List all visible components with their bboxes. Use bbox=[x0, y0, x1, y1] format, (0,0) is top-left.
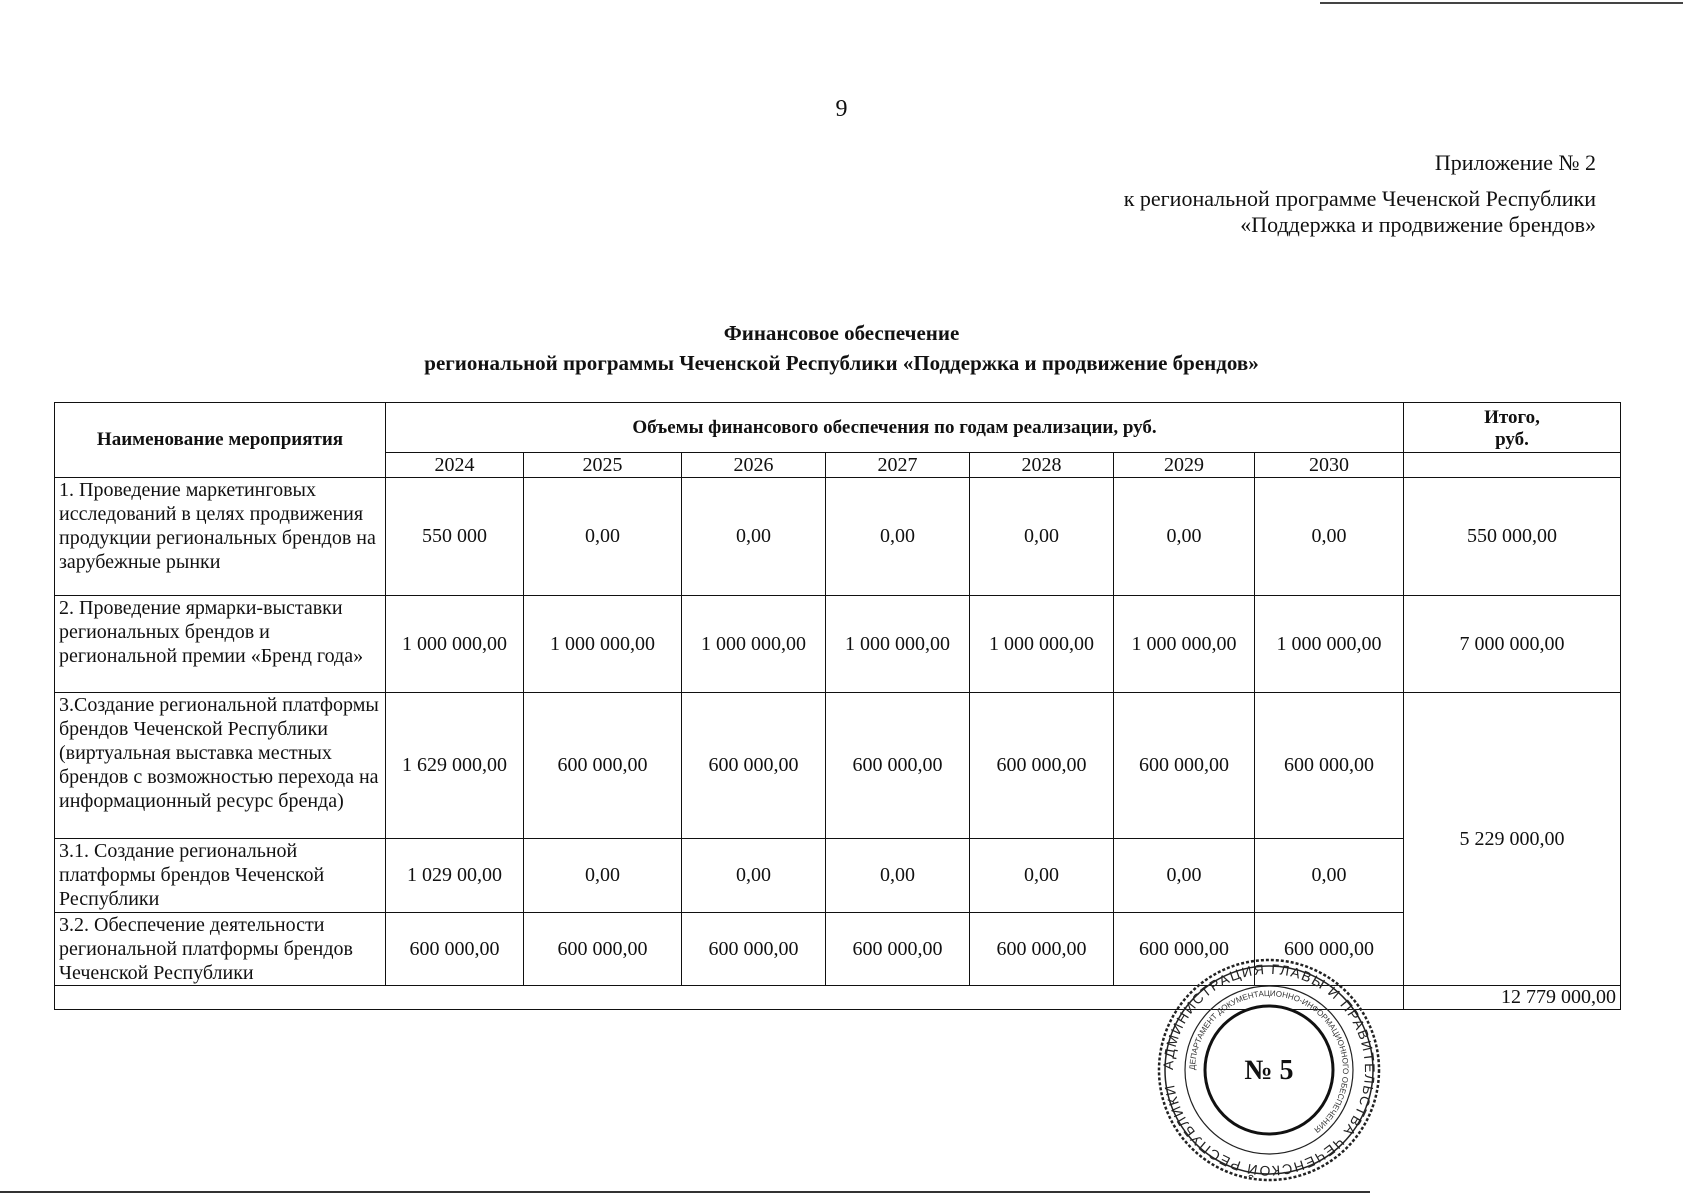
row-value: 1 029 00,00 bbox=[386, 839, 524, 913]
header-event-name: Наименование мероприятия bbox=[55, 403, 386, 478]
row-name: 2. Проведение ярмарки-выставки региональных брендов и региональной премии «Бренд года» bbox=[55, 596, 386, 693]
row-value: 600 000,00 bbox=[682, 693, 826, 839]
row-value: 1 000 000,00 bbox=[1255, 596, 1404, 693]
year-2026: 2026 bbox=[682, 453, 826, 478]
row-value: 0,00 bbox=[1255, 839, 1404, 913]
appendix-block bbox=[1124, 150, 1596, 238]
table-row bbox=[55, 596, 1621, 693]
table-row bbox=[55, 478, 1621, 596]
header-total bbox=[1404, 403, 1621, 453]
row-value: 0,00 bbox=[826, 478, 970, 596]
row-value: 0,00 bbox=[682, 478, 826, 596]
grand-total-row bbox=[55, 986, 1621, 1010]
year-2027: 2027 bbox=[826, 453, 970, 478]
year-2029: 2029 bbox=[1114, 453, 1255, 478]
official-seal bbox=[1154, 955, 1384, 1185]
grand-total: 12 779 000,00 bbox=[1404, 986, 1621, 1010]
row-value: 600 000,00 bbox=[970, 693, 1114, 839]
year-2030: 2030 bbox=[1255, 453, 1404, 478]
row-value: 600 000,00 bbox=[826, 913, 970, 986]
row-value: 0,00 bbox=[682, 839, 826, 913]
row-value: 600 000,00 bbox=[826, 693, 970, 839]
row-value: 1 000 000,00 bbox=[386, 596, 524, 693]
row-value: 1 000 000,00 bbox=[970, 596, 1114, 693]
year-2028: 2028 bbox=[970, 453, 1114, 478]
row-value: 0,00 bbox=[970, 478, 1114, 596]
row-value: 1 000 000,00 bbox=[1114, 596, 1255, 693]
row-value: 0,00 bbox=[826, 839, 970, 913]
row-value: 600 000,00 bbox=[682, 913, 826, 986]
row-value: 1 000 000,00 bbox=[826, 596, 970, 693]
row-value: 600 000,00 bbox=[970, 913, 1114, 986]
row-total: 7 000 000,00 bbox=[1404, 596, 1621, 693]
header-total-text: Итого, руб. bbox=[1484, 406, 1540, 450]
row-value: 1 000 000,00 bbox=[682, 596, 826, 693]
row-value: 550 000 bbox=[386, 478, 524, 596]
seal-number: № 5 bbox=[1244, 1055, 1294, 1086]
row-value: 1 629 000,00 bbox=[386, 693, 524, 839]
row-value: 600 000,00 bbox=[1255, 693, 1404, 839]
appendix-title: Приложение № 2 bbox=[1434, 150, 1596, 175]
row-value: 600 000,00 bbox=[1114, 693, 1255, 839]
seal-inner-text: ДЕПАРТАМЕНТ ДОКУМЕНТАЦИОННО-ИНФОРМАЦИОННОГО ОБЕСПЕЧЕНИЯ bbox=[1187, 988, 1351, 1135]
row-value: 600 000,00 bbox=[1255, 913, 1404, 986]
appendix-reference: к региональной программе Чеченской Республики bbox=[1123, 186, 1596, 211]
row-value: 0,00 bbox=[1114, 478, 1255, 596]
year-total-blank bbox=[1404, 453, 1621, 478]
seal-ring-text: АДМИНИСТРАЦИЯ ГЛАВЫ И ПРАВИТЕЛЬСТВА ЧЕЧЕНСКОЙ РЕСПУБЛИКИ bbox=[1159, 960, 1379, 1180]
title-line-2: региональной программы Чеченской Республики «Поддержка и продвижение брендов» bbox=[424, 351, 1259, 375]
row-name: 3.1. Создание региональной платформы брендов Чеченской Республики bbox=[55, 839, 386, 913]
row-value: 0,00 bbox=[524, 839, 682, 913]
table-row bbox=[55, 913, 1621, 986]
year-2024: 2024 bbox=[386, 453, 524, 478]
row-total: 550 000,00 bbox=[1404, 478, 1621, 596]
row-value: 600 000,00 bbox=[386, 913, 524, 986]
row-value: 600 000,00 bbox=[524, 913, 682, 986]
row-value: 600 000,00 bbox=[524, 693, 682, 839]
table-row bbox=[55, 693, 1621, 839]
row-value: 0,00 bbox=[970, 839, 1114, 913]
page-number: 9 bbox=[835, 96, 848, 122]
row-value: 1 000 000,00 bbox=[524, 596, 682, 693]
row-value: 0,00 bbox=[1114, 839, 1255, 913]
scan-edge-line bbox=[1320, 2, 1683, 4]
header-volumes: Объемы финансового обеспечения по годам реализации, руб. bbox=[386, 403, 1404, 453]
row-name: 1. Проведение маркетинговых исследований в целях продвижения продукции региональных брендов на зарубежные рынки bbox=[55, 478, 386, 596]
year-2025: 2025 bbox=[524, 453, 682, 478]
row-name: 3.Создание региональной платформы брендов Чеченской Республики (виртуальная выставка местных брендов с возможностью перехода на информационный ресурс бренда) bbox=[55, 693, 386, 839]
financing-table bbox=[54, 402, 1621, 1010]
row-value: 600 000,00 bbox=[1114, 913, 1255, 986]
row-value: 0,00 bbox=[524, 478, 682, 596]
row-value: 0,00 bbox=[1255, 478, 1404, 596]
row-name: 3.2. Обеспечение деятельности региональной платформы брендов Чеченской Республики bbox=[55, 913, 386, 986]
appendix-program-name: «Поддержка и продвижение брендов» bbox=[1240, 212, 1596, 237]
title-line-1: Финансовое обеспечение bbox=[723, 321, 960, 345]
scan-edge-line bbox=[0, 1191, 1370, 1193]
row-total: 5 229 000,00 bbox=[1404, 693, 1621, 986]
document-title bbox=[0, 318, 1683, 378]
table-row bbox=[55, 839, 1621, 913]
